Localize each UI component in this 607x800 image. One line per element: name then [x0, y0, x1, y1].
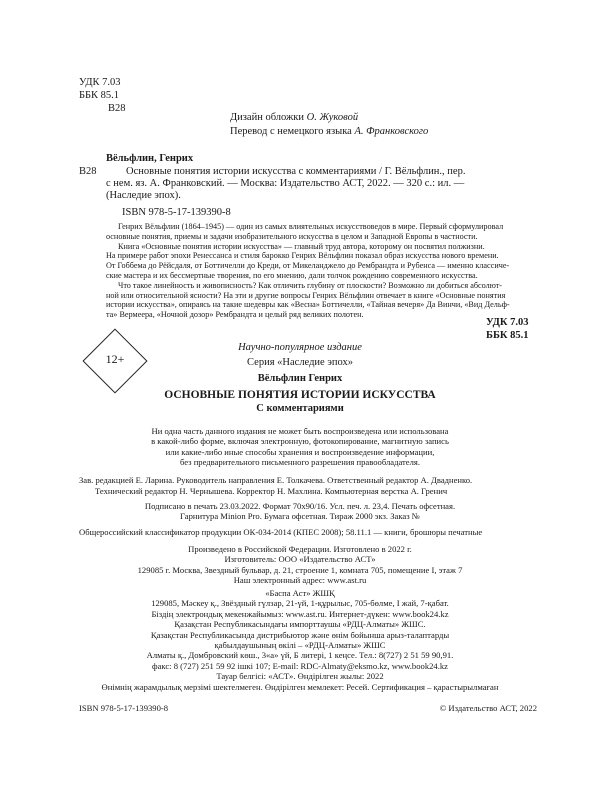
- udk-code-right: УДК 7.03: [486, 317, 529, 328]
- biblio-line: с нем. яз. А. Франковский. — Москва: Издательство АСТ, 2022. — 320 с.: ил. —: [106, 178, 465, 189]
- edition-type: Научно-популярное издание: [238, 342, 362, 353]
- author-mark-entry: В28: [79, 166, 97, 177]
- copyright-line: в какой-либо форме, включая электронную, фотокопирование, магнитную запись: [151, 436, 449, 447]
- publisher-line: Изготовитель: ООО «Издательство АСТ»: [224, 554, 376, 565]
- kz-line: Біздің электрондық мекенжайымыз: www.ast.ru. Интернет-дүкен: www.book24.kz: [151, 608, 449, 619]
- kz-importer-info: [80, 588, 520, 692]
- copyright-footer: © Издательство АСТ, 2022: [439, 703, 537, 713]
- kz-line: Қазақстан Республикасындағы импорттаушы «РДЦ-Алматы» ЖШС.: [174, 619, 426, 630]
- isbn-line: ISBN 978-5-17-139390-8: [122, 207, 231, 218]
- book-subtitle: С комментариями: [256, 403, 344, 414]
- publisher-info: [80, 544, 520, 586]
- cover-design-name: О. Жуковой: [306, 112, 359, 123]
- kz-line: Қазақстан Республикасында дистрибьютор және өнім бойынша арыз-талаптарды: [150, 629, 450, 640]
- cover-design-label: Дизайн обложки: [230, 112, 307, 123]
- annotation-line: На примере работ эпохи Ренессанса и стиля барокко Генрих Вёльфлин показал образ искусства нового времени.: [106, 251, 499, 261]
- kz-line: қабылдаушының өкілі – «РДЦ-Алматы» ЖШС: [214, 640, 386, 651]
- copyright-notice: [80, 426, 520, 468]
- bbk-code-right: ББК 85.1: [486, 330, 529, 341]
- annotation-line: истории искусства», опираясь на такие шедевры как «Весна» Боттичелли, «Тайная вечеря» Да Винчи, «Вид Дельф-: [106, 300, 510, 310]
- bibliographic-description: [106, 166, 522, 202]
- annotation-line: та» Вермеера, «Ночной дозор» Рембрандта и целый ряд великих полотен.: [106, 310, 364, 320]
- copyright-line: Ни одна часть данного издания не может быть воспроизведена или использована: [151, 426, 449, 436]
- print-line: Подписано в печать 23.03.2022. Формат 70х90/16. Усл. печ. л. 23,4. Печать офсетная.: [144, 501, 456, 511]
- annotation-line: От Гоббема до Рёйсдаля, от Боттичелли до Креди, от Микеланджело до Рембрандта и Рубенса — именно классиче-: [106, 261, 510, 271]
- publisher-line: 129085 г. Москва, Звездный бульвар, д. 21, строение 1, комната 705, помещение I, этаж 7: [137, 564, 463, 575]
- age-rating: 12+: [105, 352, 125, 366]
- classifier-line: Общероссийский классификатор продукции ОК-034-2014 (КПЕС 2008); 58.11.1 — книги, брошюры печатные: [79, 527, 483, 537]
- kz-line: Өнімнің жарамдылық мерзімі шектелмеген. Өндірілген мемлекет: Ресей. Сертификация – қарастырылмаған: [101, 681, 499, 692]
- annotation-line: Генрих Вёльфлин (1864–1945) — один из самых влиятельных искусствоведов в мире. Первый сформулировал: [118, 222, 504, 231]
- kz-line: Тауар белгісі: «АСТ». Өндірілген жылы: 2022: [216, 671, 384, 682]
- kz-line: факс: 8 (727) 251 59 92 ішкі 107; E-mail: RDC-Almaty@eksmo.kz, www.book24.kz: [152, 660, 448, 671]
- staff-line: Зав. редакцией Е. Ларина. Руководитель направления Е. Толкачева. Ответственный редактор А. Двадненко.: [79, 475, 473, 485]
- annotation-line: ские мастера и их бессмертные творения, по его мнению, дали толчок рождению современного искусства.: [106, 270, 478, 280]
- author-name: Вёльфлин Генрих: [257, 373, 343, 384]
- book-title: ОСНОВНЫЕ ПОНЯТИЯ ИСТОРИИ ИСКУССТВА: [164, 389, 436, 401]
- copyright-line: без предварительного письменного разрешения правообладателя.: [179, 457, 421, 468]
- kz-line: 129085, Мәскеу қ., Звёздный гүлзар, 21-үй, 1-құрылыс, 705-бөлме, I жай, 7-қабат.: [151, 598, 449, 609]
- biblio-line: (Наследие эпох).: [106, 190, 181, 201]
- series-name: Серия «Наследие эпох»: [247, 357, 353, 368]
- annotation-line: ной или относительной ясности? На эти и другие вопросы Генрих Вёльфлин отвечает в книге «Основные понятия: [106, 290, 506, 300]
- isbn-footer: ISBN 978-5-17-139390-8: [79, 703, 169, 713]
- translation-credit: [230, 126, 428, 138]
- translation-name: А. Франковского: [354, 126, 429, 137]
- publisher-line: Наш электронный адрес: www.ast.ru: [233, 575, 367, 586]
- udk-code-top: УДК 7.03: [79, 77, 121, 88]
- kz-line: «Баспа Аст» ЖШҚ: [265, 588, 335, 598]
- author-heading: Вёльфлин, Генрих: [106, 153, 194, 164]
- author-mark-top: В28: [108, 103, 126, 114]
- publisher-line: Произведено в Российской Федерации. Изготовлено в 2022 г.: [188, 544, 412, 554]
- print-line: Гарнитура Minion Pro. Бумага офсетная. Тираж 2000 экз. Заказ №: [180, 511, 420, 522]
- biblio-line: Основные понятия истории искусства с комментариями / Г. Вёльфлин., пер.: [126, 166, 466, 177]
- translation-label: Перевод с немецкого языка: [230, 126, 355, 137]
- copyright-line: или какие-либо иные способы хранения и воспроизведение информации,: [165, 446, 435, 457]
- staff-line: Технический редактор Н. Чернышева. Корректор Н. Махлина. Компьютерная верстка А. Гренич: [95, 486, 448, 496]
- annotation-line: основные понятия, приемы и задачи изобразительного искусства в целом и Западной Европы в частности.: [106, 231, 478, 241]
- annotation-line: Что такое линейность и живописность? Как отличить глубину от плоскости? Возможно ли добиться абсолют-: [118, 280, 503, 290]
- print-info: [80, 501, 520, 522]
- annotation: [106, 222, 510, 320]
- bbk-code-top: ББК 85.1: [79, 90, 120, 101]
- cover-design-credit: [230, 112, 358, 124]
- annotation-line: Книга «Основные понятия истории искусства» — главный труд автора, которому он посвятил полжизни.: [118, 241, 485, 251]
- kz-line: Алматы қ., Домбровский көш., 3«а» үй, Б литері, 1 кеңсе. Тел.: 8(727) 2 51 59 90,91.: [146, 650, 454, 661]
